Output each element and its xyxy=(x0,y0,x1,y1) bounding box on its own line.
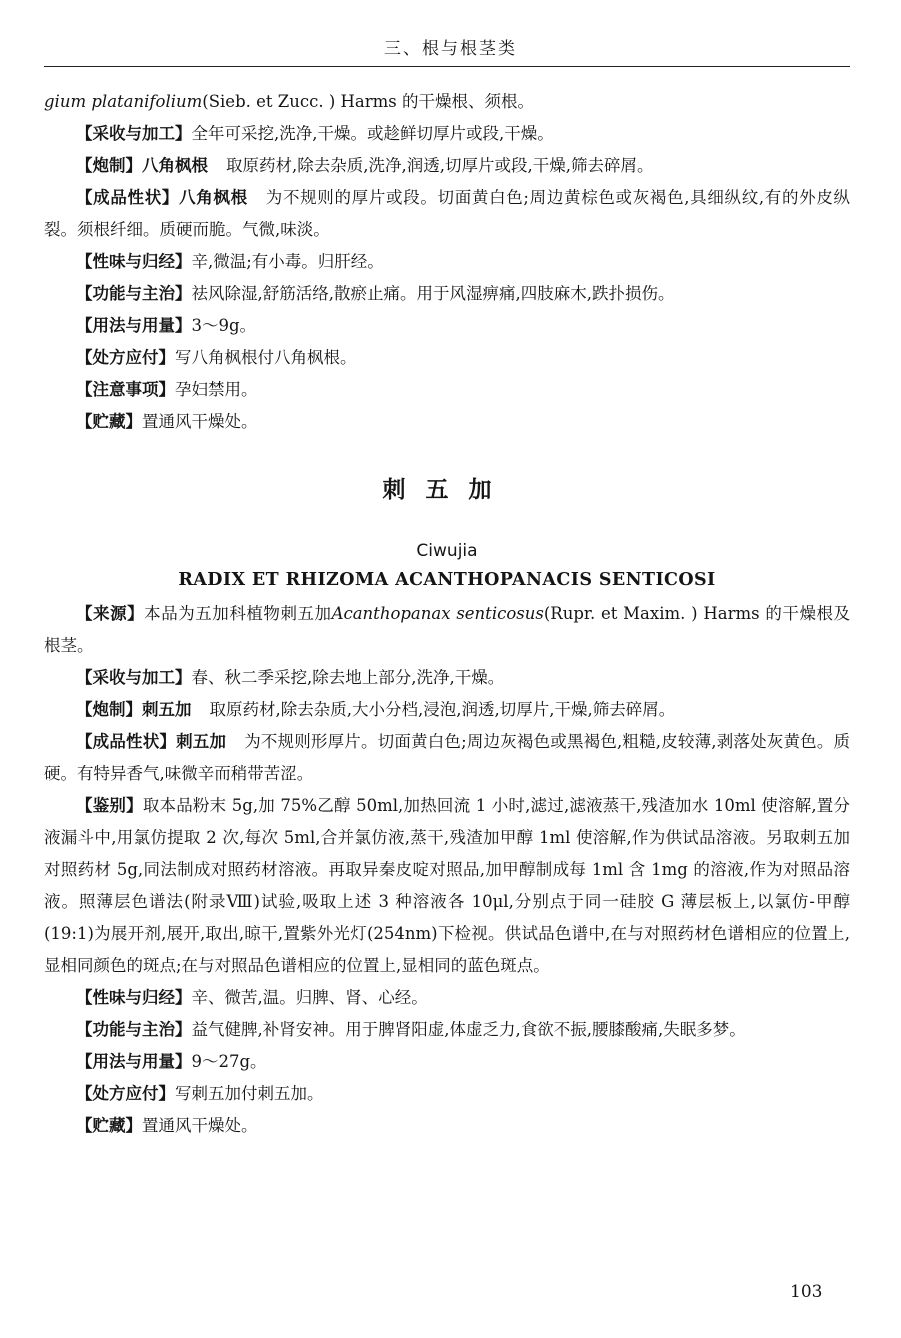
spacer xyxy=(248,188,266,207)
item-label: 【性味与归经】 xyxy=(76,252,192,271)
item-label: 【采收与加工】 xyxy=(76,124,192,143)
spacer xyxy=(208,156,226,175)
item-text: 辛、微苦,温。归脾、肾、心经。 xyxy=(191,988,428,1007)
item-label: 【处方应付】 xyxy=(76,348,175,367)
item-text: 9～27g。 xyxy=(191,1052,267,1071)
running-head: 三、根与根茎类 xyxy=(384,39,517,59)
item-label: 【性味与归经】 xyxy=(76,988,192,1007)
item-sublabel: 八角枫根 xyxy=(142,156,208,175)
item-text: (Rupr. et Maxim. ) Harms 的干燥根及根茎。 xyxy=(44,604,851,655)
monograph-item xyxy=(44,1078,850,1110)
item-text: 春、秋二季采挖,除去地上部分,洗净,干燥。 xyxy=(191,668,505,687)
monograph-item xyxy=(44,982,850,1014)
item-text: 取本品粉末 5g,加 75%乙醇 50ml,加热回流 1 小时,滤过,滤液蒸干,残渣加水 10ml 使溶解,置分液漏斗中,用氯仿提取 2 次,每次 5ml,合并氯仿液,蒸干,残渣加甲醇 1ml 使溶解,作为供试品溶液。另取刺五加对照药材 5g,同法制成对照药材溶液。再取异秦皮啶对照品,加甲醇制成每 1ml 含 1mg 的溶液,作为对照品溶液。照薄层色谱法(附录Ⅷ)试验,吸取上述 3 种溶液各 10μl,分别点于同一硅胶 G 薄层板上,以氯仿-甲醇(19:1)为展开剂,展开,取出,晾干,置紫外光灯(254nm)下检视。供试品色谱中,在与对照药材色谱相应的位置上,显相同颜色的斑点;在与对照品色谱相应的位置上,显相同的蓝色斑点。 xyxy=(44,796,850,975)
entry-items xyxy=(44,662,850,1142)
monograph-item xyxy=(44,342,850,374)
monograph-item xyxy=(44,1014,850,1046)
monograph-item xyxy=(44,1110,850,1142)
item-sublabel: 八角枫根 xyxy=(179,188,248,207)
monograph-item xyxy=(44,726,850,790)
prev-source-line xyxy=(44,86,850,118)
item-text: 孕妇禁用。 xyxy=(175,380,258,399)
item-text: 全年可采挖,洗净,干燥。或趁鲜切厚片或段,干燥。 xyxy=(191,124,554,143)
item-text: 置通风干燥处。 xyxy=(142,412,258,431)
item-label: 【鉴别】 xyxy=(76,796,143,815)
source-text: (Sieb. et Zucc. ) Harms 的干燥根、须根。 xyxy=(202,92,534,111)
item-text: 写八角枫根付八角枫根。 xyxy=(175,348,357,367)
item-text: 取原药材,除去杂质,洗净,润透,切厚片或段,干燥,筛去碎屑。 xyxy=(226,156,654,175)
item-label: 【采收与加工】 xyxy=(76,668,192,687)
monograph-item xyxy=(44,662,850,694)
latin-name: gium platanifolium xyxy=(44,92,203,111)
item-label: 【来源】 xyxy=(76,604,145,623)
item-text: 为不规则的厚片或段。切面黄白色;周边黄棕色或灰褐色,具细纵纹,有的外皮纵裂。须根纤细。质硬而脆。气微,味淡。 xyxy=(44,188,851,239)
monograph-item xyxy=(44,118,850,150)
item-sublabel: 刺五加 xyxy=(176,732,227,751)
item-label: 【贮藏】 xyxy=(76,1116,142,1135)
item-text: 本品为五加科植物刺五加 xyxy=(144,604,332,623)
item-text: 取原药材,除去杂质,大小分档,浸泡,润透,切厚片,干燥,筛去碎屑。 xyxy=(209,700,676,719)
item-label: 【成品性状】 xyxy=(76,732,177,751)
item-label: 【处方应付】 xyxy=(76,1084,175,1103)
item-text: 写刺五加付刺五加。 xyxy=(175,1084,324,1103)
monograph-item xyxy=(44,694,850,726)
item-label: 【用法与用量】 xyxy=(76,1052,192,1071)
item-text: 置通风干燥处。 xyxy=(142,1116,258,1135)
monograph-title: 刺五加 xyxy=(382,477,512,503)
monograph-pinyin: Ciwujia xyxy=(416,541,478,561)
monograph-item xyxy=(44,150,850,182)
spacer xyxy=(192,700,210,719)
monograph-item xyxy=(44,1046,850,1078)
spacer xyxy=(226,732,244,751)
item-label: 【炮制】 xyxy=(76,156,142,175)
prev-items xyxy=(44,118,850,438)
page-body xyxy=(44,86,850,1142)
monograph-latin-name: RADIX ET RHIZOMA ACANTHOPANACIS SENTICOSI xyxy=(178,570,716,590)
monograph-item xyxy=(44,310,850,342)
latin-name: Acanthopanax senticosus xyxy=(331,604,544,623)
page-number: 103 xyxy=(790,1282,823,1302)
item-text: 为不规则形厚片。切面黄白色;周边灰褐色或黑褐色,粗糙,皮较薄,剥落处灰黄色。质硬。有特异香气,味微辛而稍带苦涩。 xyxy=(44,732,851,783)
monograph-item xyxy=(44,374,850,406)
item-label: 【功能与主治】 xyxy=(76,284,192,303)
item-text: 3～9g。 xyxy=(191,316,257,335)
item-label: 【成品性状】 xyxy=(76,188,180,207)
item-label: 【用法与用量】 xyxy=(76,316,192,335)
monograph-item xyxy=(44,246,850,278)
item-label: 【注意事项】 xyxy=(76,380,175,399)
source-paragraph xyxy=(44,598,850,662)
monograph-item xyxy=(44,790,850,982)
monograph-item xyxy=(44,278,850,310)
monograph-item xyxy=(44,406,850,438)
item-label: 【贮藏】 xyxy=(76,412,142,431)
item-label: 【功能与主治】 xyxy=(76,1020,192,1039)
item-sublabel: 刺五加 xyxy=(142,700,192,719)
item-text: 辛,微温;有小毒。归肝经。 xyxy=(191,252,384,271)
item-label: 【炮制】 xyxy=(76,700,142,719)
item-text: 祛风除湿,舒筋活络,散瘀止痛。用于风湿痹痛,四肢麻木,跌扑损伤。 xyxy=(191,284,675,303)
monograph-item xyxy=(44,182,850,246)
header-rule xyxy=(44,66,850,67)
item-text: 益气健脾,补肾安神。用于脾肾阳虚,体虚乏力,食欲不振,腰膝酸痛,失眠多梦。 xyxy=(191,1020,746,1039)
